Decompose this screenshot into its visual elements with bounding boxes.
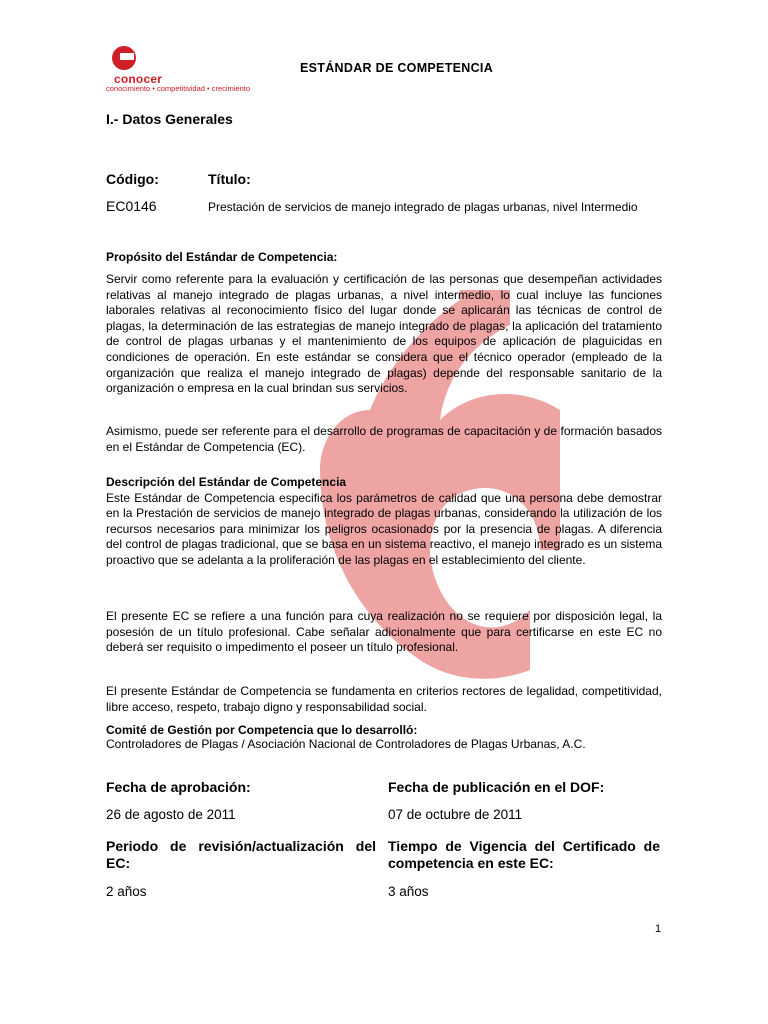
description-heading: Descripción del Estándar de Competencia [106,475,347,489]
description-paragraph: Este Estándar de Competencia especifica los parámetros de calidad que una persona debe demostrar en la Prestación de servicios de manejo integrado de plagas urbanas, considerando la utilización de los recursos necesarios para minimizar los peligros ocasionados por la presencia de plagas. A diferencia del control de plagas tradicional, que se basa en un sistema reactivo, el manejo integrado es un sistema proactivo que se adelanta a la proliferación de las plagas en el establecimiento del cliente. [106,490,662,567]
title-value: Prestación de servicios de manejo integrado de plagas urbanas, nivel Intermedio [208,200,638,214]
description-block [106,475,662,569]
review-period-value: 2 años [106,884,147,899]
logo-tagline: conocimiento • competitividad • crecimiento [106,84,251,93]
publication-date-label: Fecha de publicación en el DOF: [388,779,605,795]
approval-date-value: 26 de agosto de 2011 [106,807,236,822]
logo-wordmark: conocer [114,72,163,86]
page-number: 1 [655,923,662,935]
validity-label: Tiempo de Vigencia del Certificado de competencia en este EC: [388,838,660,871]
description-paragraph-2: El presente EC se refiere a una función para cuya realización no se requiere por disposición legal, la posesión de un título profesional. Cabe señalar adicionalmente que para certificarse en este EC no deberá ser requisito o impedimento el poseer un título profesional. [106,609,662,655]
code-value: EC0146 [106,198,157,214]
title-label: Título: [208,171,251,187]
purpose-paragraph-2: Asimismo, puede ser referente para el desarrollo de programas de capacitación y de formación basados en el Estándar de Competencia (EC). [106,424,662,454]
purpose-paragraph: Servir como referente para la evaluación y certificación de las personas que desempeñan actividades relativas al manejo integrado de plagas urbanas, a nivel intermedio, lo cual incluye las funciones laborales relativas al reconocimiento físico del lugar donde se aplicarán las técnicas de control de plagas, la determinación de las estrategias de manejo integrado de plagas, la aplicación del tratamiento de control de plagas urbanas y el mantenimiento de los equipos de aplicación de plaguicidas en condiciones de operación. En este estándar se considera que el técnico operador (empleado de la organización que realiza el manejo integrado de plagas) depende del responsable sanitario de la organización o empresa en la cual brindan sus servicios. [106,272,662,396]
validity-value: 3 años [388,884,429,899]
approval-date-label: Fecha de aprobación: [106,779,251,795]
committee-heading: Comité de Gestión por Competencia que lo desarrolló: [106,723,418,737]
publication-date-value: 07 de octubre de 2011 [388,807,523,822]
review-period-label: Periodo de revisión/actualización del EC: [106,838,376,871]
purpose-heading: Propósito del Estándar de Competencia: [106,250,338,264]
committee-value: Controladores de Plagas / Asociación Nacional de Controladores de Plagas Urbanas, A.C. [106,737,586,751]
document-header-title: ESTÁNDAR DE COMPETENCIA [300,61,494,75]
description-paragraph-3: El presente Estándar de Competencia se fundamenta en criterios rectores de legalidad, competitividad, libre acceso, respeto, trabajo digno y responsabilidad social. [106,684,662,714]
code-label: Código: [106,171,159,187]
section-title: I.- Datos Generales [106,111,233,127]
